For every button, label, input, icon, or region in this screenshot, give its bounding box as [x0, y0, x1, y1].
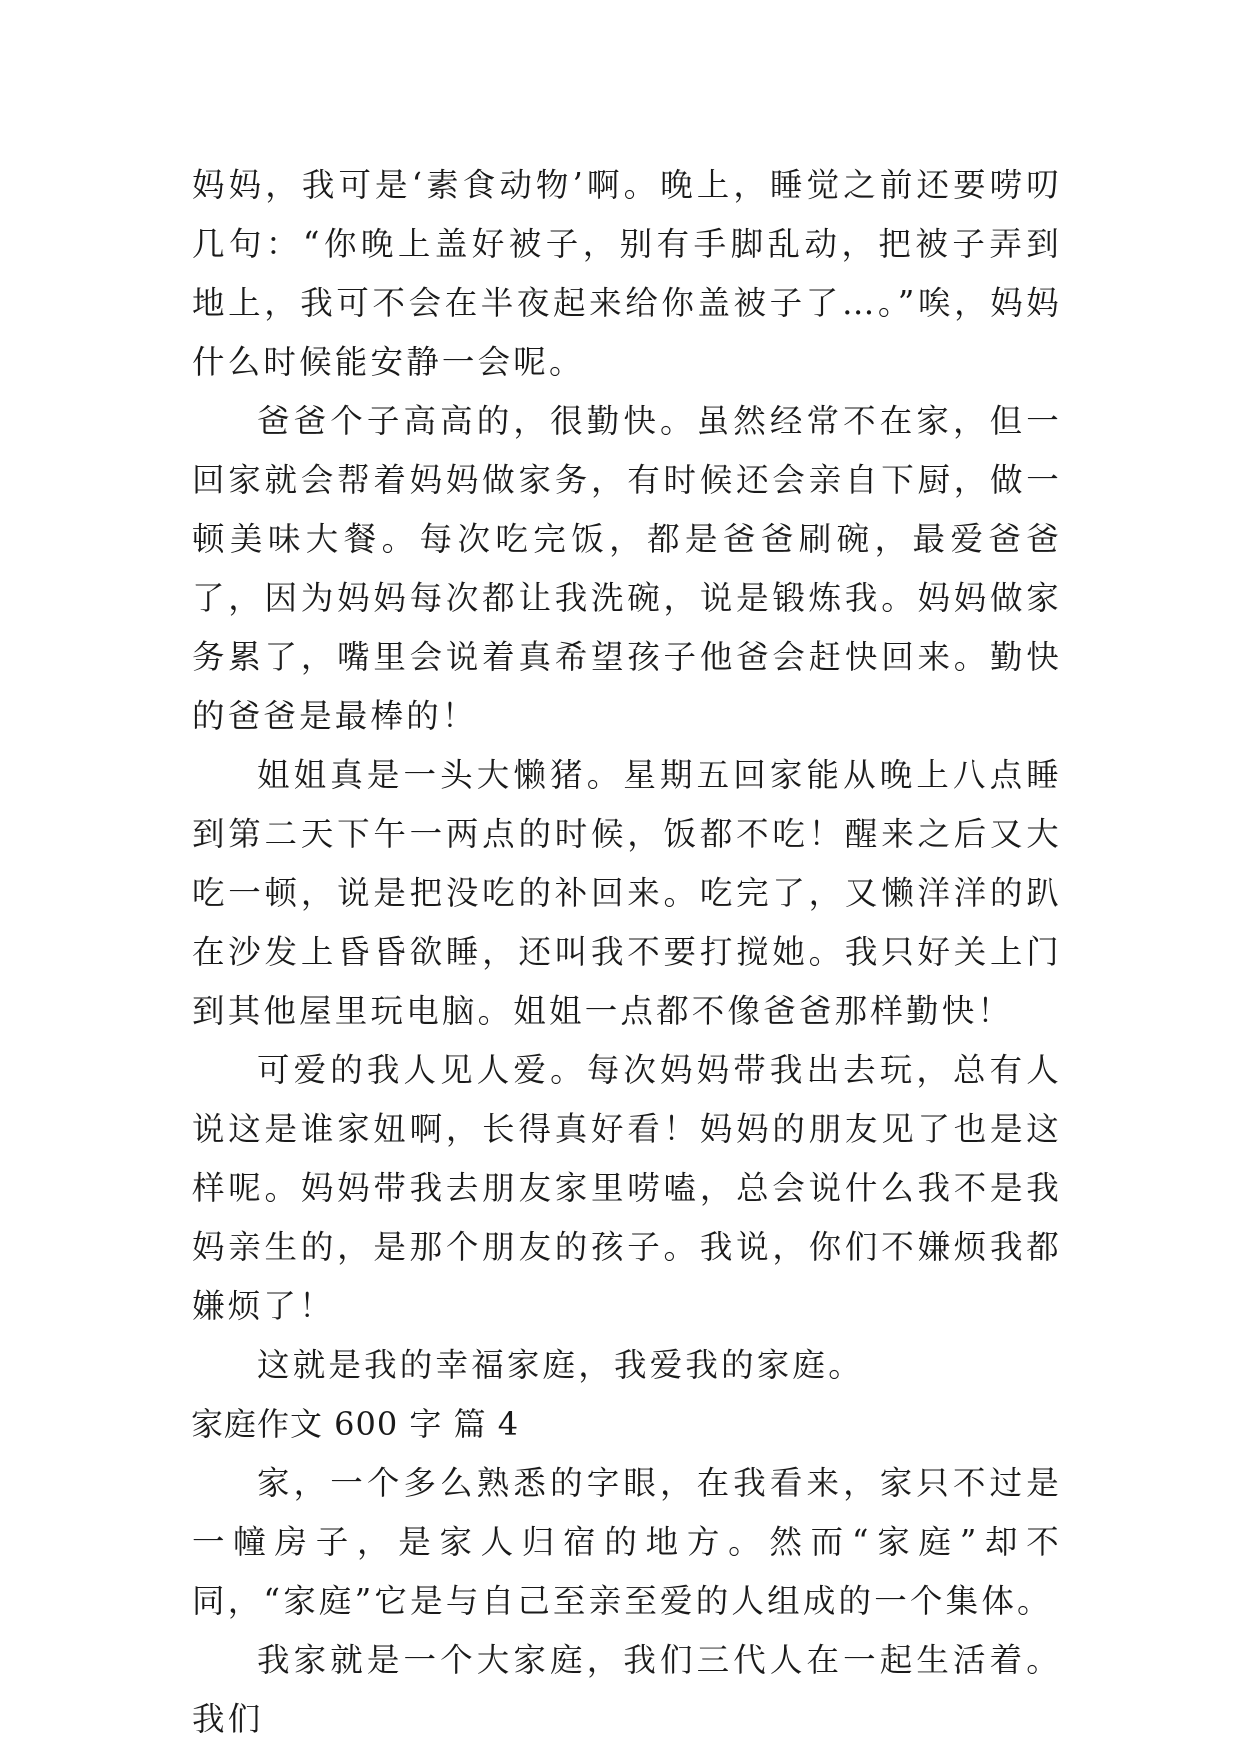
paragraph-mother-nagging: 妈妈，我可是‘素食动物’啊。晚上，睡觉之前还要唠叨几句：“你晚上盖好被子，别有手脚乱动，把被子弄到地上，我可不会在半夜起来给你盖被子了…。”唉，妈妈什么时候能安静一会呢。	[192, 166, 1062, 381]
paragraph-home-definition: 家，一个多么熟悉的字眼，在我看来，家只不过是一幢房子，是家人归宿的地方。然而“家庭”却不同，“家庭”它是与自己至亲至爱的人组成的一个集体。	[192, 1464, 1062, 1620]
paragraph-myself: 可爱的我人见人爱。每次妈妈带我出去玩，总有人说这是谁家妞啊，长得真好看！妈妈的朋友见了也是这样呢。妈妈带我去朋友家里唠嗑，总会说什么我不是我妈亲生的，是那个朋友的孩子。我说，你们不嫌烦我都嫌烦了！	[192, 1051, 1062, 1325]
document-body	[192, 156, 1062, 1749]
paragraph-conclusion: 这就是我的幸福家庭，我爱我的家庭。	[257, 1346, 864, 1384]
paragraph-father: 爸爸个子高高的，很勤快。虽然经常不在家，但一回家就会帮着妈妈做家务，有时候还会亲自下厨，做一顿美味大餐。每次吃完饭，都是爸爸刷碗，最爱爸爸了，因为妈妈每次都让我洗碗，说是锻炼我。妈妈做家务累了，嘴里会说着真希望孩子他爸会赶快回来。勤快的爸爸是最棒的！	[192, 402, 1062, 735]
section-heading-essay-4: 家庭作文 600 字 篇 4	[191, 1405, 520, 1443]
paragraph-big-family: 我家就是一个大家庭，我们三代人在一起生活着。我们	[192, 1641, 1062, 1738]
paragraph-sister: 姐姐真是一头大懒猪。星期五回家能从晚上八点睡到第二天下午一两点的时候，饭都不吃！醒来之后又大吃一顿，说是把没吃的补回来。吃完了，又懒洋洋的趴在沙发上昏昏欲睡，还叫我不要打搅她。我只好关上门到其他屋里玩电脑。姐姐一点都不像爸爸那样勤快！	[192, 756, 1062, 1030]
